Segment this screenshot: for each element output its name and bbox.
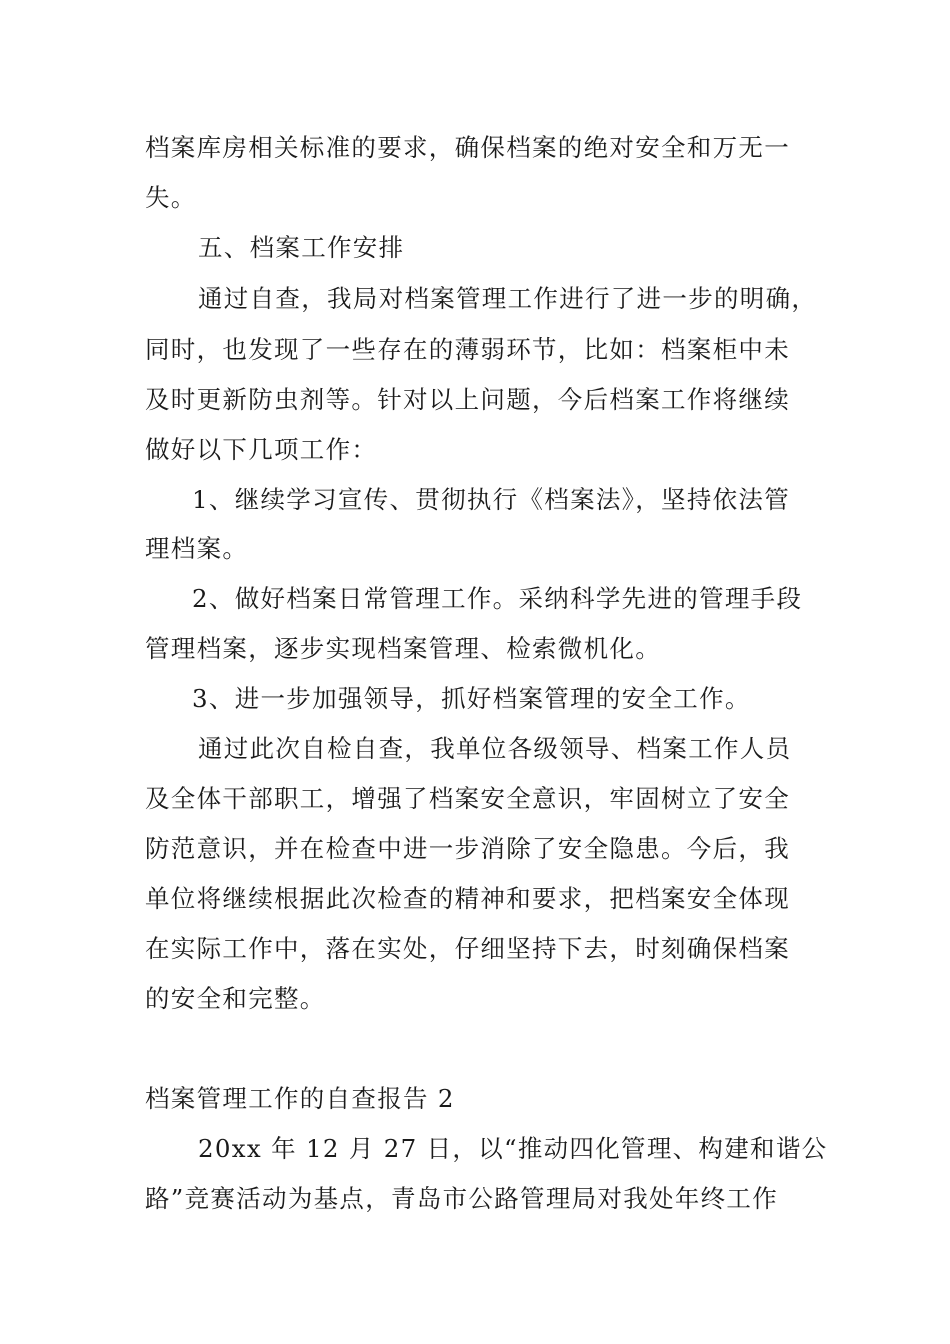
report-title: 档案管理工作的自查报告 2 bbox=[145, 1084, 455, 1113]
paragraph-line: 防范意识，并在检查中进一步消除了安全隐患。今后，我 bbox=[145, 834, 790, 863]
list-item-line: 1、继续学习宣传、贯彻执行《档案法》，坚持依法管 bbox=[192, 485, 791, 514]
paragraph-line: 单位将继续根据此次检查的精神和要求，把档案安全体现 bbox=[145, 884, 790, 913]
paragraph-line: 同时，也发现了一些存在的薄弱环节，比如：档案柜中未 bbox=[145, 335, 790, 364]
paragraph-line: 做好以下几项工作： bbox=[145, 435, 378, 464]
paragraph-line: 路”竞赛活动为基点，青岛市公路管理局对我处年终工作 bbox=[145, 1184, 779, 1213]
section-heading: 五、档案工作安排 bbox=[198, 233, 405, 262]
list-item-line: 管理档案，逐步实现档案管理、检索微机化。 bbox=[145, 634, 661, 663]
list-item-line: 理档案。 bbox=[145, 534, 249, 563]
paragraph-line: 通过自查，我局对档案管理工作进行了进一步的明确， bbox=[198, 284, 818, 313]
paragraph-line: 及全体干部职工，增强了档案安全意识，牢固树立了安全 bbox=[145, 784, 790, 813]
paragraph-line: 的安全和完整。 bbox=[145, 984, 326, 1013]
paragraph-line: 在实际工作中，落在实处，仔细坚持下去，时刻确保档案 bbox=[145, 934, 790, 963]
paragraph-line: 20xx 年 12 月 27 日，以“推动四化管理、构建和谐公 bbox=[198, 1134, 828, 1163]
paragraph-line: 档案库房相关标准的要求，确保档案的绝对安全和万无一 bbox=[145, 133, 790, 162]
list-item-line: 2、做好档案日常管理工作。采纳科学先进的管理手段 bbox=[192, 584, 803, 613]
paragraph-line: 失。 bbox=[145, 183, 197, 212]
list-item-line: 3、进一步加强领导，抓好档案管理的安全工作。 bbox=[192, 684, 751, 713]
paragraph-line: 通过此次自检自查，我单位各级领导、档案工作人员 bbox=[198, 734, 792, 763]
paragraph-line: 及时更新防虫剂等。针对以上问题，今后档案工作将继续 bbox=[145, 385, 790, 414]
